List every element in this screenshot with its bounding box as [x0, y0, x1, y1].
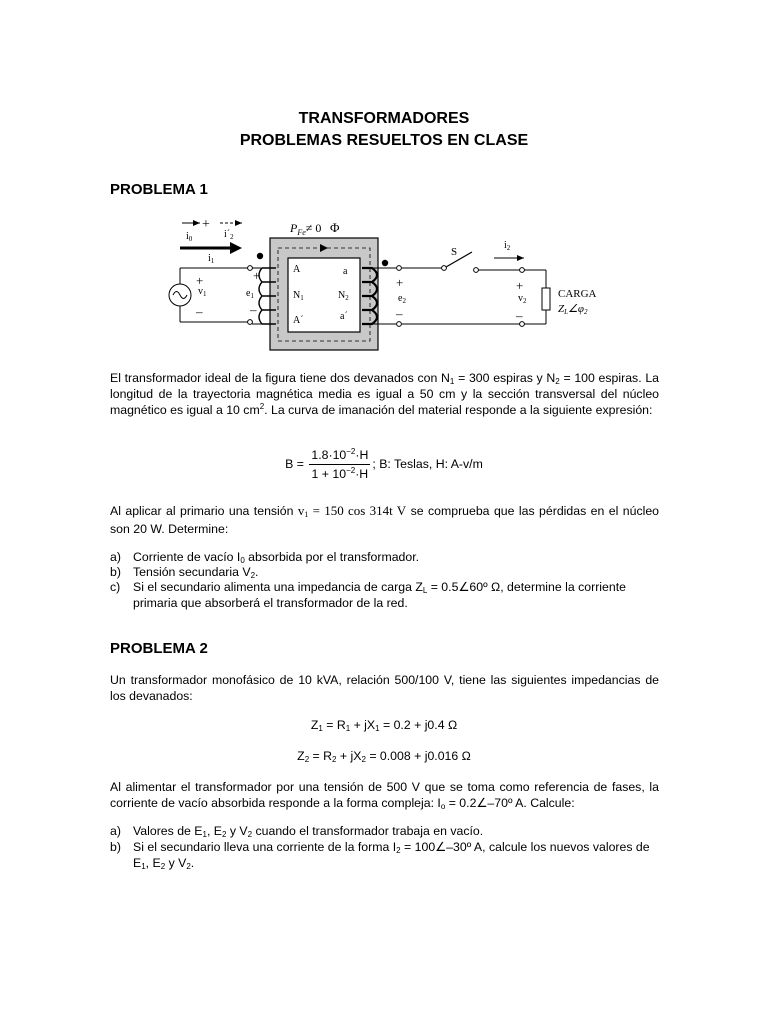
terminal-a-prime-label: a´: [340, 311, 348, 322]
problem-2-current-statement: Al alimentar el transformador por una tensión de 500 V que se toma como referencia de fases, la corriente de vacío absorbida responde a la forma compleja: $I_o$ = 0.2∠–70º A. Calcule:: [110, 780, 659, 811]
i1-arrow-head: [230, 242, 242, 254]
e2-minus: –: [396, 306, 403, 321]
v2-plus: +: [516, 278, 524, 293]
magnetization-formula: B = $\frac{1.8\cdot 10^{-2}\cdot H}{1 + 10^{-2}\cdot H}$ ; B: Teslas, H: A-v/m: [285, 447, 483, 481]
impedance-z2-equation: $Z_2 = R_2 + jX_2 = 0.008 + j0.016$ Ω: [297, 749, 471, 764]
i1-label: $i_1$: [208, 253, 215, 265]
impedance-z1-equation: $Z_1 = R_1 + jX_1 = 0.2 + j0.4$ Ω: [310, 718, 458, 733]
n1-label: $N_1$: [293, 290, 304, 302]
v1-plus: +: [196, 273, 204, 288]
problem-1-item-a: a) Corriente de vacío $I_0$ absorbida por el transformador.: [110, 550, 420, 565]
terminal-1: [248, 266, 253, 271]
problem-2-item-a: a) Valores de $E_1$, $E_2$ y $V_2$ cuando el transformador trabaja en vacío.: [110, 824, 484, 839]
problem-2-statement: Un transformador monofásico de 10 kVA, relación 500/100 V, tiene las siguientes impedancias de los devanados:: [110, 673, 659, 703]
polarity-dot-primary: [257, 253, 263, 259]
load-terminal-1: [520, 268, 525, 273]
i0-label: $i_0$: [186, 231, 193, 243]
problem-1-statement: El transformador ideal de la figura tiene dos devanados con $N_1 = 300$ espiras y $N_2 = 100$ espiras. La longitud de la trayectoria magnética media es igual a 50 cm y la sección transversal del núcleo magnético es igual a 10 $cm^2$. La curva de imanación del material responde a la siguiente expresión:: [110, 371, 659, 417]
i2-label: $i_2$: [504, 240, 511, 252]
problem-1-heading: PROBLEMA 1: [110, 181, 208, 198]
e1-plus: +: [253, 268, 261, 283]
switch-contact-1: [442, 266, 447, 271]
terminal-3: [397, 266, 402, 271]
transformer-circuit-diagram: [150, 210, 600, 360]
load-label: CARGA: [558, 288, 597, 300]
i2-prime-label: $i´_2$: [224, 229, 234, 241]
e2-label: $e_2$: [398, 293, 406, 305]
v1-label: $v_1$: [198, 286, 207, 298]
problem-2-item-b: b) Si el secundario lleva una corriente de la forma $I_2$ = 100∠–30º A, calcule los nuevos valores de $E_1$, $E_2$ y $V_2$.: [110, 840, 650, 871]
document-title: TRANSFORMADORES: [298, 110, 470, 127]
e2-plus: +: [396, 275, 404, 290]
v1-minus: –: [196, 304, 203, 319]
problem-1-item-c: c) Si el secundario alimenta una impedancia de carga $Z_L$ = 0.5∠60º Ω, determine la corriente primaria que absorberá el transformador de la red.: [110, 580, 626, 610]
n2-label: $N_2$: [338, 290, 349, 302]
switch-label: S: [451, 246, 458, 258]
e1-label: $e_1$: [246, 288, 254, 300]
terminal-A-label: A: [293, 264, 301, 275]
terminal-A-prime-label: A´: [293, 315, 304, 326]
problem-1-voltage-statement: Al aplicar al primario una tensión $v_1 = 150$ cos 314t V se comprueba que las pérdidas en el núcleo son 20 W. Determine:: [110, 503, 659, 536]
polarity-dot-secondary: [382, 260, 388, 266]
load-impedance-icon: [542, 288, 550, 310]
problem-2-heading: PROBLEMA 2: [110, 640, 208, 657]
plus-sign: +: [202, 217, 210, 232]
terminal-4: [397, 322, 402, 327]
switch-blade: [446, 252, 472, 267]
flux-label: Φ: [330, 220, 340, 235]
load-impedance-label: ZL∠φ2: [558, 303, 588, 316]
document-subtitle: PROBLEMAS RESUELTOS EN CLASE: [239, 132, 529, 149]
switch-contact-2: [474, 268, 479, 273]
v2-minus: –: [516, 308, 523, 323]
terminal-a-label: a: [343, 266, 348, 277]
problem-1-item-b: b) Tensión secundaria $V_2$.: [110, 565, 259, 580]
v2-label: $v_2$: [518, 293, 527, 305]
e1-minus: –: [250, 302, 257, 317]
terminal-2: [248, 320, 253, 325]
iron-loss-label: $P_{Fe}\ne 0$: [290, 221, 322, 237]
